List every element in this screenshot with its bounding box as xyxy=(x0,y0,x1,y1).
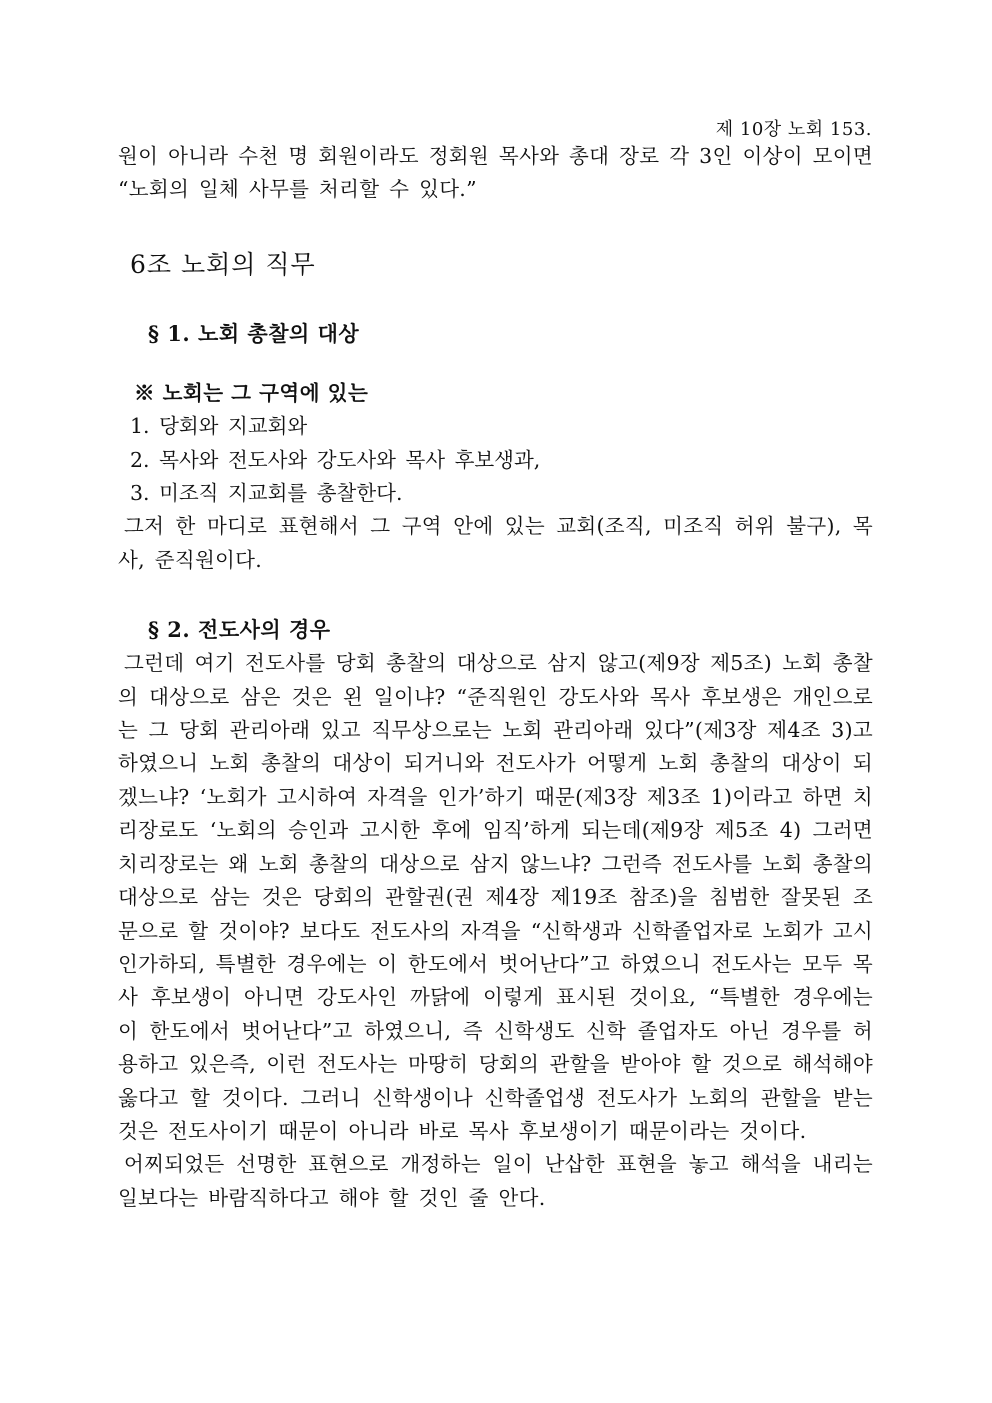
list-item: 3. 미조직 지교회를 총찰한다. xyxy=(130,481,403,506)
note-heading: ※ 노회는 그 구역에 있는 xyxy=(134,380,369,405)
section-1-paragraph: 그저 한 마디로 표현해서 그 구역 안에 있는 교회(조직, 미조직 허위 불구), 목사, 준직원이다. xyxy=(118,514,873,572)
page-body xyxy=(118,140,873,1215)
section-2-paragraph-1: 그런데 여기 전도사를 당회 총찰의 대상으로 삼지 않고(제9장 제5조) 노회 총찰의 대상으로 삼은 것은 왼 일이냐? “준직원인 강도사와 목사 후보생은 개인으로는 그 당회 관리아래 있고 직무상으로는 노회 관리아래 있다”(제3장 제4조 3)고 하였으니 노회 총찰의 대상이 되거니와 전도사가 어떻게 노회 총찰의 대상이 되겠느냐? ‘노회가 고시하여 자격을 인가’하기 때문(제3장 제3조 1)이라고 하면 치리장로도 ‘노회의 승인과 고시한 후에 임직’하게 되는데(제9장 제5조 4) 그러면 치리장로는 왜 노회 총찰의 대상으로 삼지 않느냐? 그런즉 전도사를 노회 총찰의 대상으로 삼는 것은 당회의 관할권(권 제4장 제19조 참조)을 침범한 잘못된 조문으로 할 것이야? 보다도 전도사의 자격을 “신학생과 신학졸업자로 노회가 고시 인가하되, 특별한 경우에는 이 한도에서 벗어난다”고 하였으니 전도사는 모두 목사 후보생이 아니면 강도사인 까닭에 이렇게 표시된 것이요, “특별한 경우에는 이 한도에서 벗어난다”고 하였으니, 즉 신학생도 신학 졸업자도 아닌 경우를 허용하고 있은즉, 이런 전도사는 마땅히 당회의 관할을 받아야 할 것으로 해석해야 옳다고 할 것이다. 그러니 신학생이나 신학졸업생 전도사가 노회의 관할을 받는 것은 전도사이기 때문이 아니라 바로 목사 후보생이기 때문이라는 것이다. xyxy=(118,651,873,1143)
list-item: 2. 목사와 전도사와 강도사와 목사 후보생과, xyxy=(130,447,541,472)
intro-paragraph: 원이 아니라 수천 명 회원이라도 정회원 목사와 총대 장로 각 3인 이상이 모이면 “노회의 일체 사무를 처리할 수 있다.” xyxy=(118,144,873,202)
section-1-title: § 1. 노회 총찰의 대상 xyxy=(148,320,360,346)
section-2-title: § 2. 전도사의 경우 xyxy=(148,617,331,643)
list-item: 1. 당회와 지교회와 xyxy=(130,414,308,439)
section-2-paragraph-2: 어찌되었든 선명한 표현으로 개정하는 일이 난삽한 표현을 놓고 해석을 내리는 일보다는 바람직하다고 해야 할 것인 줄 안다. xyxy=(118,1152,873,1210)
article-title: 6조 노회의 직무 xyxy=(130,249,316,279)
running-head: 제 10장 노회 153. xyxy=(715,119,872,140)
